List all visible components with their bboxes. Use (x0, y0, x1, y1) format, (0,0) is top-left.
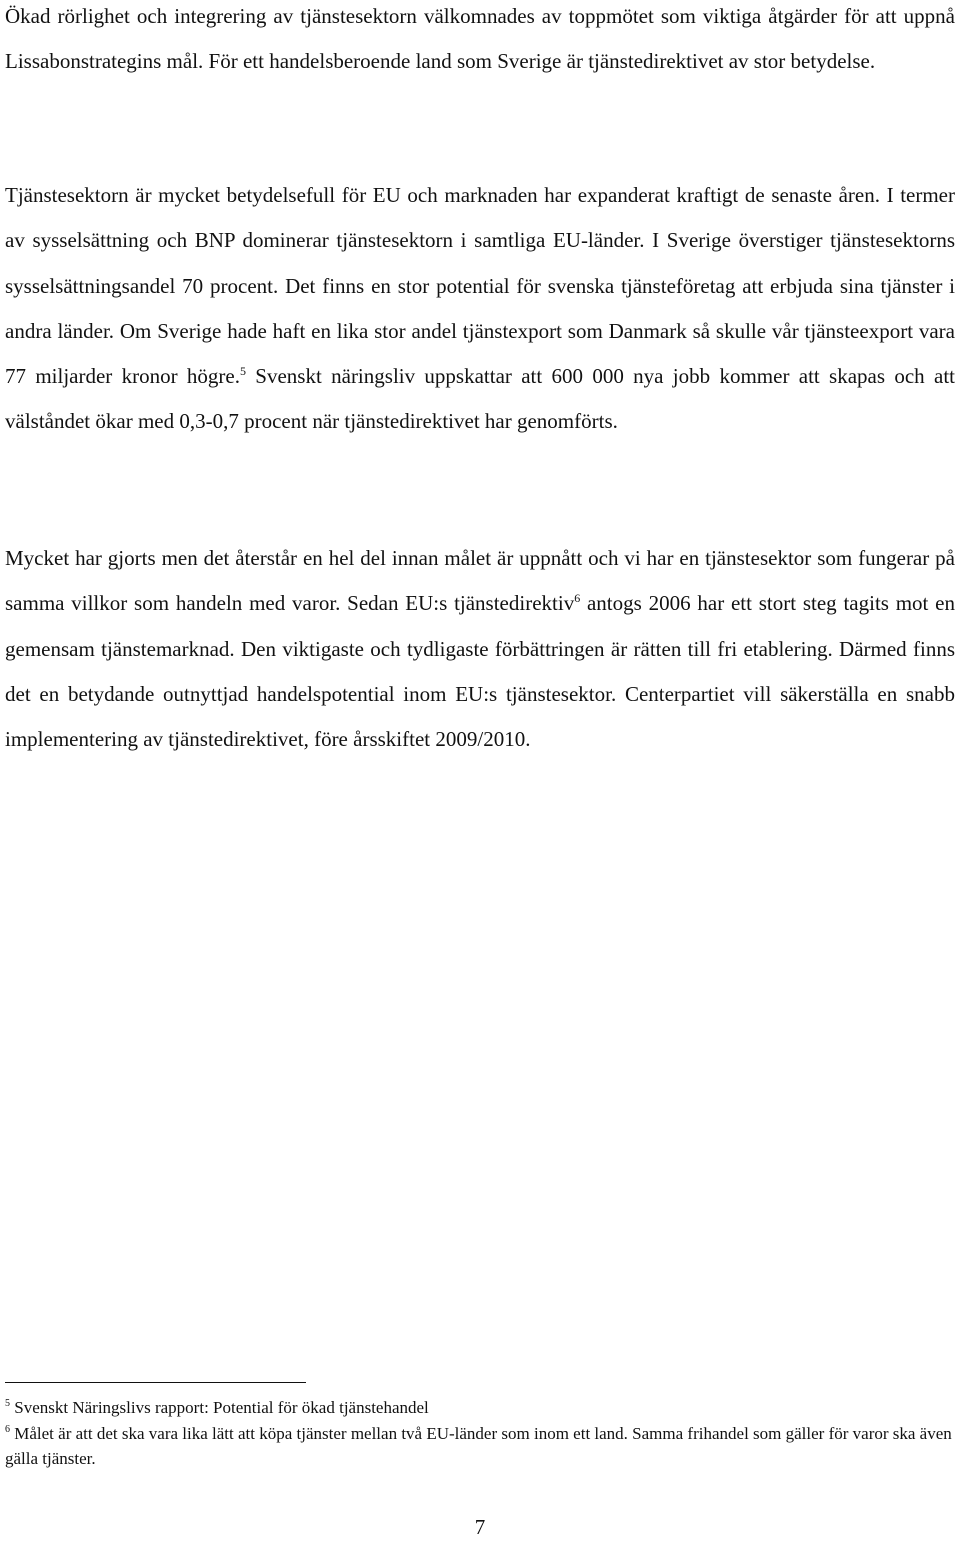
paragraph-1-text: Ökad rörlighet och integrering av tjänstesektorn välkomnades av toppmötet som viktiga åtgärder för att uppnå Lissabonstrategins mål. För ett handelsberoende land som Sverige är tjänstedirektivet av stor betydelse. (5, 4, 955, 74)
footnote-text-5: Svenskt Näringslivs rapport: Potential för ökad tjänstehandel (14, 1398, 429, 1417)
paragraph-3-text-b: antogs 2006 har ett stort steg tagits mot en gemensam tjänstemarknad. Den viktigaste och tydligaste förbättringen är rätten till fri etablering. Därmed finns det en betydande outnyttjad handelspotential inom EU:s tjänstesektor. Centerpartiet vill säkerställa en snabb implementering av tjänstedirektivet, före årsskiftet 2009/2010. (5, 591, 955, 752)
footnote-number-6: 6 (5, 1423, 10, 1435)
paragraph-1 (5, 0, 955, 85)
footnote-ref-6[interactable]: 6 (574, 591, 581, 606)
paragraph-2 (5, 173, 955, 445)
paragraph-3 (5, 536, 955, 762)
paragraph-2-text-a: Tjänstesektorn är mycket betydelsefull för EU och marknaden har expanderat kraftigt de senaste åren. I termer av sysselsättning och BNP dominerar tjänstesektorn i samtliga EU-länder. I Sverige överstiger tjänstesektorns sysselsättningsandel 70 procent. Det finns en stor potential för svenska tjänsteföretag att erbjuda sina tjänster i andra länder. Om Sverige hade haft en lika stor andel tjänstexport som Danmark så skulle vår tjänsteexport vara 77 miljarder kronor högre. (5, 183, 955, 389)
footnote-ref-5[interactable]: 5 (239, 364, 246, 379)
footnote-5 (5, 1395, 955, 1421)
page-number: 7 (474, 1515, 486, 1539)
paragraph-3-text-a: Mycket har gjorts men det återstår en hel del innan målet är uppnått och vi har en tjänstesektor som fungerar på samma villkor som handeln med varor. Sedan EU:s tjänstedirektiv (5, 546, 955, 616)
footnote-text-6: Målet är att det ska vara lika lätt att köpa tjänster mellan två EU-länder som inom ett land. Samma frihandel som gäller för varor ska även gälla tjänster. (5, 1423, 952, 1468)
footnote-number-5: 5 (5, 1398, 10, 1409)
footnotes (5, 1395, 955, 1472)
footnote-6 (5, 1421, 955, 1472)
footnote-separator (5, 1382, 306, 1383)
paragraph-2-text-b: Svenskt näringsliv uppskattar att 600 000 nya jobb kommer att skapas och att välståndet ökar med 0,3-0,7 procent när tjänstedirektivet har genomförts. (5, 364, 955, 434)
